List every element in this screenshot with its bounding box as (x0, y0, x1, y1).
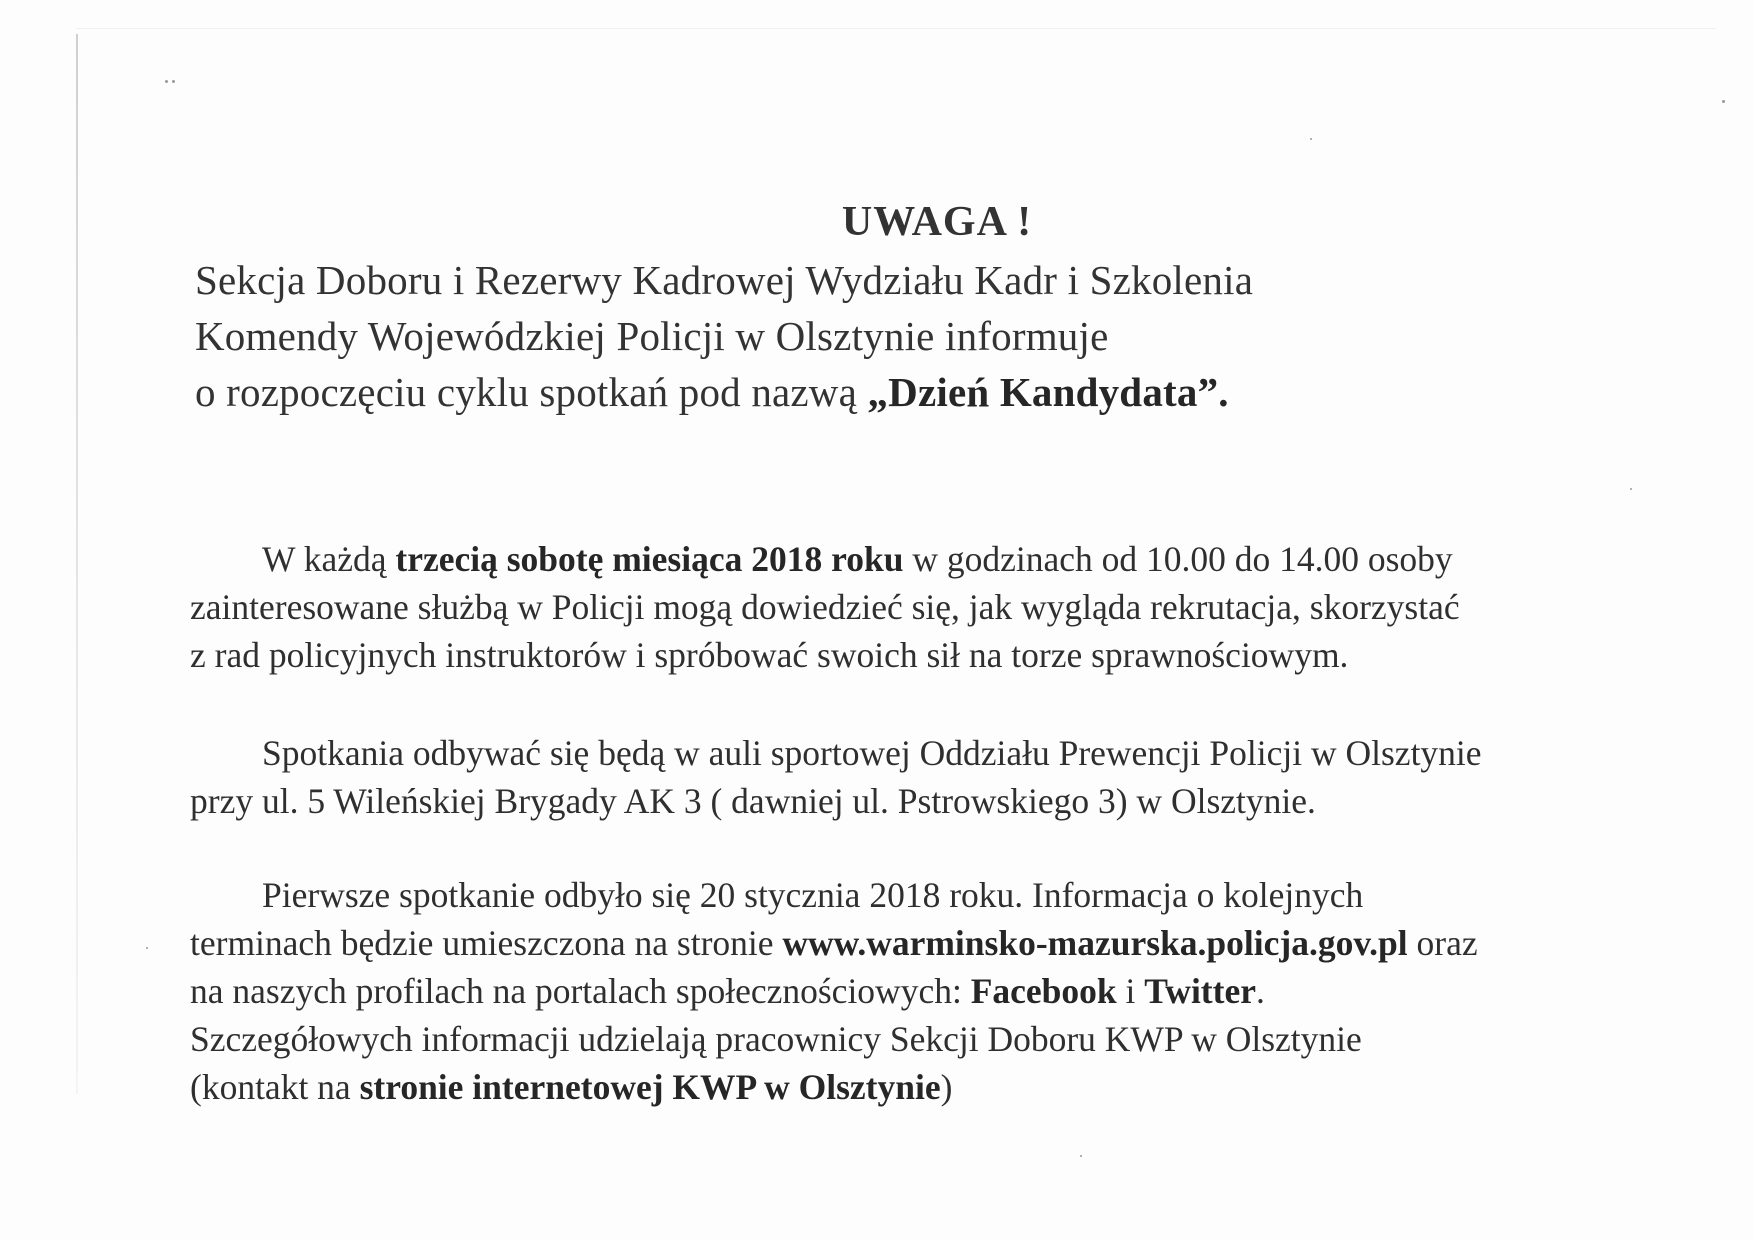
text-span: i (1116, 971, 1145, 1011)
text-span: oraz (1407, 923, 1478, 963)
paragraph-line: z rad policyjnych instruktorów i spróbować swoich sił na torze sprawnościowym. (190, 635, 1349, 675)
scan-speck (1722, 100, 1725, 103)
intro-line-3 (195, 364, 1253, 420)
text-span: . (1255, 971, 1265, 1011)
paragraph-line (190, 535, 1460, 583)
text-span: w godzinach od 10.00 do 14.00 osoby (903, 539, 1453, 579)
paragraph-line: Szczegółowych informacji udzielają pracownicy Sekcji Doboru KWP w Olsztynie (190, 1019, 1362, 1059)
text-span: terminach będzie umieszczona na stronie (190, 923, 783, 963)
schedule-highlight: trzecią sobotę miesiąca 2018 roku (395, 539, 904, 579)
paragraph-line (190, 919, 1478, 967)
scan-speck (1630, 488, 1632, 490)
paragraph-line: Pierwsze spotkanie odbyło się 20 stycznia 2018 roku. Informacja o kolejnych (262, 875, 1364, 915)
intro-line-1: Sekcja Doboru i Rezerwy Kadrowej Wydziału Kadr i Szkolenia (195, 257, 1254, 303)
text-span: na naszych profilach na portalach społecznościowych: (190, 971, 971, 1011)
website-link[interactable]: www.warminsko-mazurska.policja.gov.pl (782, 923, 1408, 963)
scan-speck (165, 80, 168, 83)
intro-line-2: Komendy Wojewódzkiej Policji w Olsztynie informuje (195, 313, 1109, 359)
paragraph-line: przy ul. 5 Wileńskiej Brygady AK 3 ( dawniej ul. Pstrowskiego 3) w Olsztynie. (190, 781, 1316, 821)
scan-edge-left (76, 34, 78, 1094)
contact-reference: stronie internetowej KWP w Olsztynie (359, 1067, 941, 1107)
twitter-label: Twitter (1144, 971, 1256, 1011)
scan-edge-top (76, 28, 1716, 29)
scan-speck (1310, 138, 1312, 140)
paragraph-line (190, 1063, 1478, 1111)
event-name: „Dzień Kandydata”. (867, 369, 1229, 415)
paragraph-info (190, 871, 1478, 1111)
text-span: W każdą (262, 539, 396, 579)
scan-speck (1080, 1155, 1082, 1157)
text-span: ) (940, 1067, 953, 1107)
scan-speck (172, 80, 175, 83)
intro-line-3-text: o rozpoczęciu cyklu spotkań pod nazwą (195, 369, 868, 415)
intro-block (195, 252, 1253, 420)
paragraph-location (190, 729, 1482, 825)
text-span: (kontakt na (190, 1067, 360, 1107)
notice-heading: UWAGA ! (841, 199, 1033, 245)
paragraph-schedule (190, 535, 1460, 679)
paragraph-line: Spotkania odbywać się będą w auli sportowej Oddziału Prewencji Policji w Olsztynie (262, 733, 1482, 773)
scan-speck (146, 947, 148, 949)
paragraph-line: zainteresowane służbą w Policji mogą dowiedzieć się, jak wygląda rekrutacja, skorzystać (190, 587, 1460, 627)
paragraph-line (190, 967, 1478, 1015)
facebook-label: Facebook (970, 971, 1117, 1011)
